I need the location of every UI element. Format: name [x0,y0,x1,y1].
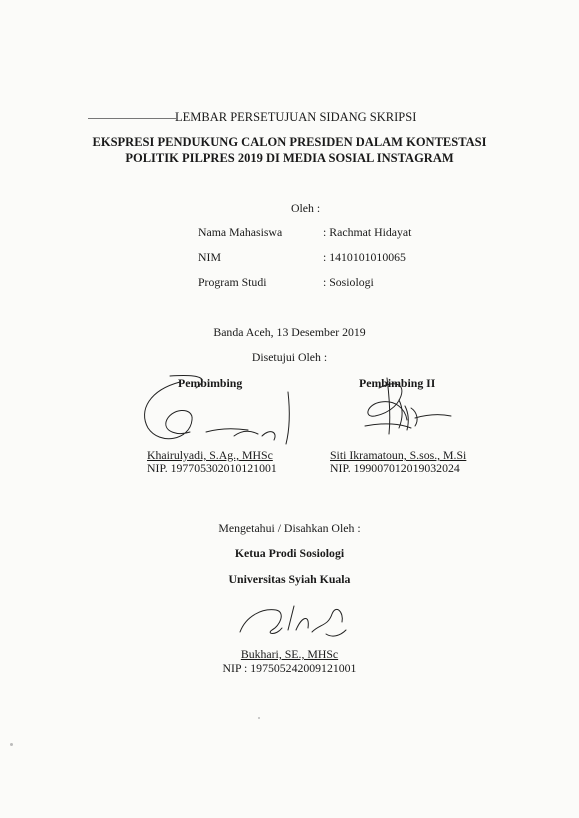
study-program-value: : Sosiologi [323,275,374,289]
supervisor-1-name: Khairulyadi, S.Ag., MHSc [147,448,273,462]
institution: Universitas Syiah Kuala [228,572,351,586]
supervisor-1-role: Pembimbing [178,376,243,390]
ratification-label: Mengetahui / Disahkan Oleh : [218,521,361,535]
supervisor-1-nip: NIP. 197705302010121001 [147,461,277,475]
student-name-value: : Rachmat Hidayat [323,225,412,239]
place-date: Banda Aceh, 13 Desember 2019 [213,325,366,339]
page-heading: LEMBAR PERSETUJUAN SIDANG SKRIPSI [175,110,417,124]
supervisor-2-name: Siti Ikramatoun, S.sos., M.Si [330,448,467,462]
paper-speck [10,743,13,746]
head-name: Bukhari, SE., MHSc [240,647,339,661]
nim-label: NIM [198,250,221,264]
header-rule [88,118,176,119]
head-position: Ketua Prodi Sosiologi [234,546,345,560]
by-label: Oleh : [291,201,321,215]
thesis-title-line-2: POLITIK PILPRES 2019 DI MEDIA SOSIAL INSTAGRAM [125,151,454,165]
study-program-label: Program Studi [198,275,267,289]
nim-value: : 1410101010065 [323,250,406,264]
supervisor-2-nip: NIP. 199007012019032024 [330,461,460,475]
supervisor-1-signature [130,370,300,450]
student-name-label: Nama Mahasiswa [198,225,283,239]
supervisor-2-signature [345,374,455,444]
approved-by-label: Disetujui Oleh : [251,350,328,364]
thesis-title-line-1: EKSPRESI PENDUKUNG CALON PRESIDEN DALAM KONTESTASI [92,135,487,149]
head-nip: NIP : 197505242009121001 [222,661,357,675]
head-signature [236,596,356,646]
paper-speck [258,717,260,719]
supervisor-2-role: Pembimbing II [359,376,436,390]
